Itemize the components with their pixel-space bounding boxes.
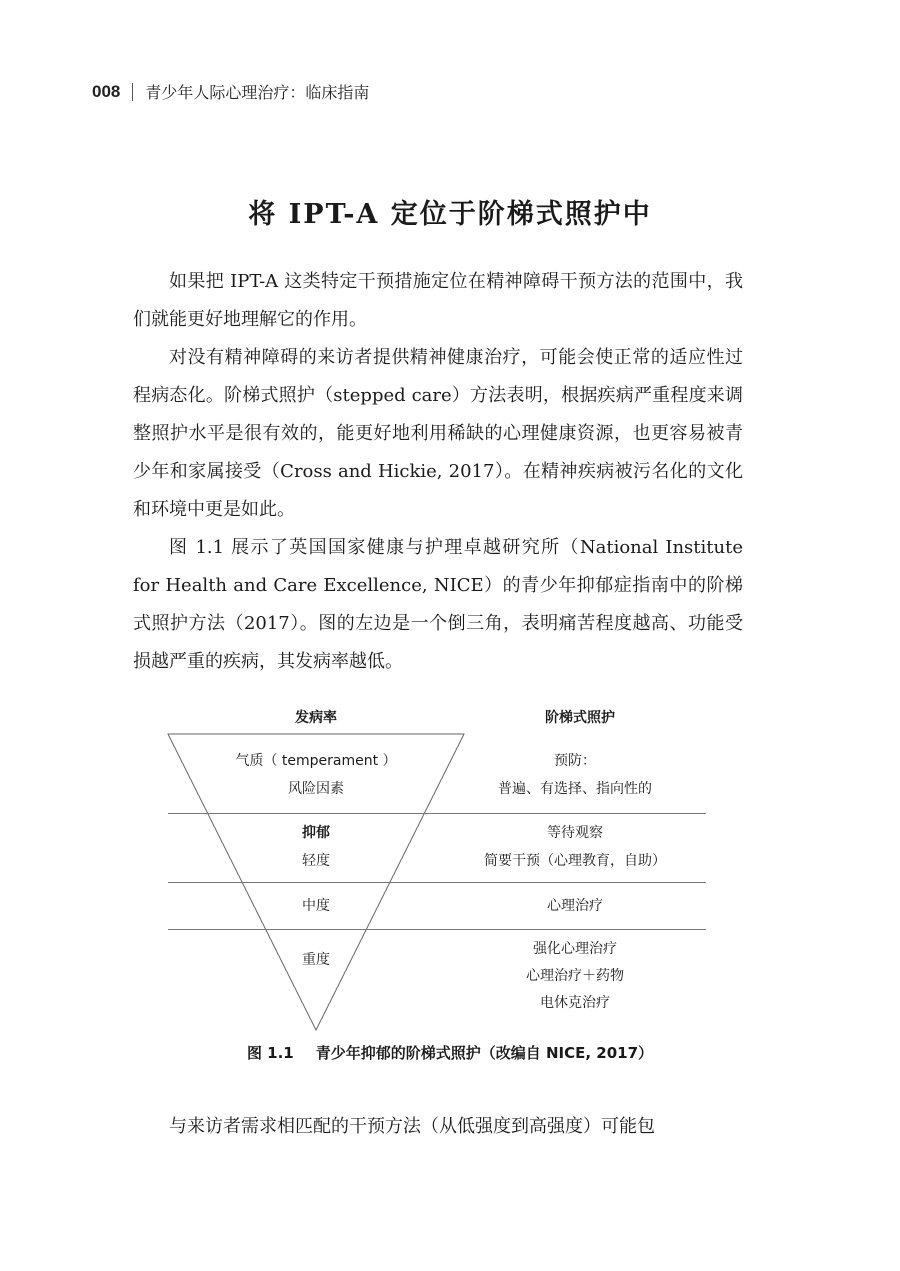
- row4-right-line2: 心理治疗＋药物: [526, 968, 624, 984]
- right-column-header: 阶梯式照护: [545, 710, 615, 726]
- section-title: 将 IPT-A 定位于阶梯式照护中: [248, 199, 652, 230]
- row2-right-line1: 等待观察: [547, 825, 603, 841]
- figure-caption-text: 青少年抑郁的阶梯式照护（改编自 NICE, 2017）: [315, 1044, 654, 1062]
- paragraph-4: 与来访者需求相匹配的干预方法（从低强度到高强度）可能包: [169, 1116, 655, 1137]
- row4-left-line1: 重度: [302, 952, 330, 968]
- row4-right-line1: 强化心理治疗: [533, 941, 617, 957]
- row1-right-line2: 普遍、有选择、指向性的: [498, 781, 652, 797]
- row1-left-line2: 风险因素: [288, 781, 344, 797]
- paragraph-3: 图 1.1 展示了英国国家健康与护理卓越研究所（National Institute for Health and Care Excellence, NICE）的青少年抑郁症指南中的阶梯式照护方法（2017）。图的左边是一个倒三角，表明痛苦程度越高、功能受损越严重的疾病，其发病率越低。: [133, 537, 743, 672]
- paragraph-1: 如果把 IPT-A 这类特定干预措施定位在精神障碍干预方法的范围中，我们就能更好地理解它的作用。: [133, 271, 743, 330]
- row4-right-line3: 电休克治疗: [540, 995, 610, 1011]
- running-header: [92, 80, 369, 103]
- row1-left-line1: 气质（ temperament ）: [235, 753, 397, 769]
- row-divider: [168, 929, 706, 930]
- row2-left-line1: 抑郁: [302, 825, 330, 841]
- paragraph-2: 对没有精神障碍的来访者提供精神健康治疗，可能会使正常的适应性过程病态化。阶梯式照护（stepped care）方法表明，根据疾病严重程度来调整照护水平是很有效的，能更好地利用稀缺的心理健康资源，也更容易被青少年和家属接受（Cross and Hickie, 2017）。在精神疾病被污名化的文化和环境中更是如此。: [133, 347, 743, 520]
- row-divider: [168, 813, 706, 814]
- figure-number: 图 1.1: [246, 1044, 294, 1062]
- page-number: 008: [92, 81, 121, 101]
- header-divider: [132, 83, 133, 101]
- row-divider: [168, 882, 706, 883]
- row3-right-line1: 心理治疗: [547, 898, 603, 914]
- book-title: 青少年人际心理治疗：临床指南: [145, 83, 370, 102]
- row1-right-line1: 预防：: [554, 753, 596, 769]
- figure-caption: [0, 1042, 900, 1063]
- row3-left-line1: 中度: [302, 898, 330, 914]
- row2-right-line2: 简要干预（心理教育，自助）: [484, 853, 666, 869]
- left-column-header: 发病率: [295, 710, 337, 726]
- row2-left-line2: 轻度: [302, 853, 330, 869]
